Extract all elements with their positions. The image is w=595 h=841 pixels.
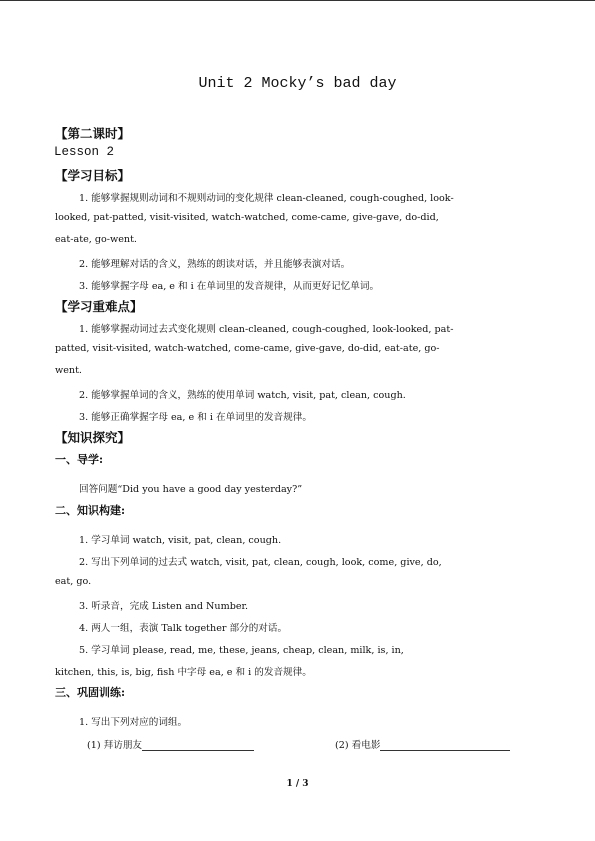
build-line: 2. 写出下列单词的过去式 watch, visit, pat, clean, cough, look, come, give, do,: [79, 557, 442, 568]
guide-question: 回答问题“Did you have a good day yesterday?”: [79, 484, 303, 495]
exercise-item: [87, 737, 254, 751]
build-heading: 二、知识构建:: [55, 504, 126, 517]
objectives-line: 3. 能够掌握字母 ea, e 和 i 在单词里的发音规律，从而更好记忆单词。: [79, 281, 380, 292]
build-line: 3. 听录音，完成 Listen and Number.: [79, 601, 249, 612]
page-number: 1 / 3: [286, 779, 309, 789]
objectives-heading: 【学习目标】: [55, 168, 131, 183]
key-points-line: went.: [55, 365, 82, 376]
answer-blank[interactable]: [142, 740, 254, 751]
build-line: 5. 学习单词 please, read, me, these, jeans, cheap, clean, milk, is, in,: [79, 645, 404, 656]
practice-instruction: 1. 写出下列对应的词组。: [79, 717, 188, 728]
key-points-line: 1. 能够掌握动词过去式变化规则 clean-cleaned, cough-coughed, look-looked, pat-: [79, 324, 454, 335]
build-line: 1. 学习单词 watch, visit, pat, clean, cough.: [79, 535, 282, 546]
objectives-line: eat-ate, go-went.: [55, 234, 137, 245]
build-line: eat, go.: [55, 576, 92, 587]
key-points-line: 2. 能够掌握单词的含义，熟练的使用单词 watch, visit, pat, clean, cough.: [79, 390, 406, 401]
page-top-rule: [0, 0, 595, 1]
guide-heading: 一、导学:: [55, 453, 104, 466]
explore-heading: 【知识探究】: [55, 430, 131, 445]
key-points-heading: 【学习重难点】: [55, 299, 143, 314]
exercise-item-label: (2) 看电影: [335, 740, 381, 751]
objectives-line: 2. 能够理解对话的含义，熟练的朗读对话，并且能够表演对话。: [79, 259, 351, 270]
answer-blank[interactable]: [380, 740, 510, 751]
lesson-heading: 【第二课时】: [55, 126, 131, 141]
objectives-line: 1. 能够掌握规则动词和不规则动词的变化规律 clean-cleaned, cough-coughed, look-: [79, 193, 454, 204]
lesson-label: Lesson 2: [54, 145, 115, 159]
document-title: Unit 2 Mocky’s bad day: [198, 75, 397, 92]
key-points-line: 3. 能够正确掌握字母 ea, e 和 i 在单词里的发音规律。: [79, 412, 312, 423]
build-line: 4. 两人一组，表演 Talk together 部分的对话。: [79, 623, 288, 634]
key-points-line: patted, visit-visited, watch-watched, come-came, give-gave, do-did, eat-ate, go-: [55, 343, 440, 354]
build-line: kitchen, this, is, big, fish 中字母 ea, e 和 i 的发音规律。: [55, 667, 312, 678]
objectives-line: looked, pat-patted, visit-visited, watch-watched, come-came, give-gave, do-did,: [55, 212, 439, 223]
practice-heading: 三、巩固训练:: [55, 686, 126, 699]
exercise-item: [335, 737, 510, 751]
exercise-item-label: (1) 拜访朋友: [87, 740, 143, 751]
